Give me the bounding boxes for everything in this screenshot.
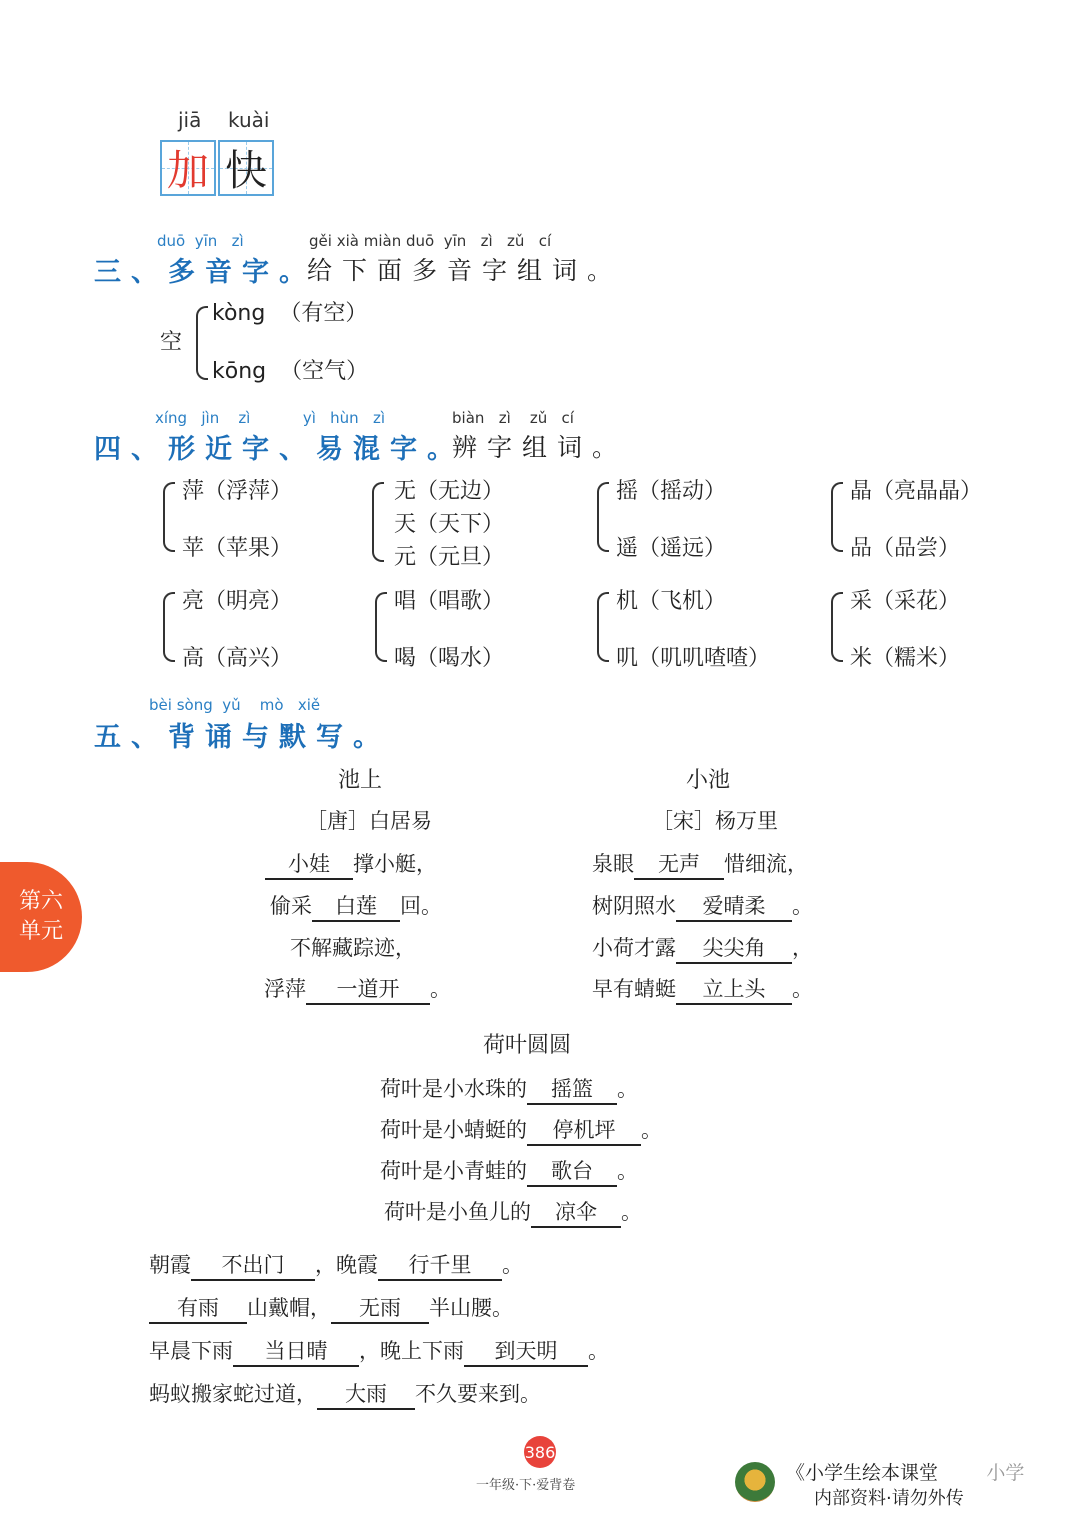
pinyin-kuai: kuài (228, 108, 270, 132)
proverb-1: 朝霞 不出门 ，晚霞 行千里 。 (149, 1249, 523, 1281)
polyphone-item-2: kōng （空气） (212, 359, 369, 384)
word-pair-item: 苹（苹果） (182, 536, 293, 561)
sec4-heading: 四、形近字、易混字。 (94, 434, 464, 465)
word-pair-item: 机（飞机） (616, 589, 727, 614)
word-pair-item: 喝（喝水） (394, 646, 505, 671)
brace (597, 482, 609, 552)
poem3-line-4: 荷叶是小鱼儿的 凉伞 。 (384, 1196, 642, 1228)
word-pair-item: 高（高兴） (182, 646, 293, 671)
word-pair-item: 晶（亮晶晶） (850, 479, 983, 504)
polyphone-char: 空 (160, 330, 183, 355)
brace (163, 482, 175, 552)
char-box-jia: 加 (160, 140, 216, 196)
sec3-heading: 三、多音字。 (94, 257, 316, 288)
brace (831, 592, 843, 662)
poem3-line-3: 荷叶是小青蛙的 歌台 。 (380, 1155, 638, 1187)
poem2-author: ［宋］杨万里 (652, 809, 778, 833)
poem2-line-3: 小荷才露 尖尖角 ， (592, 932, 813, 964)
sec3-desc-pinyin: gěi xià miàn duō yīn zì zǔ cí (309, 232, 552, 250)
book-name: 一年级·下·爱背卷 (476, 1478, 576, 1493)
polyphone-item-1: kòng （有空） (212, 301, 368, 326)
word-pair-item: 亮（明亮） (182, 589, 293, 614)
word-pair-item: 唱（唱歌） (394, 589, 505, 614)
brand-line-2: 内部资料·请勿外传 (814, 1488, 964, 1509)
poem2-line-1: 泉眼 无声 惜细流， (592, 848, 808, 880)
word-pair-item: 遥（遥远） (616, 536, 727, 561)
word-pair-item: 天（天下） (394, 512, 505, 537)
sec5-title-pinyin: bèi sòng yǔ mò xiě (149, 696, 321, 714)
brace (597, 592, 609, 662)
brace (196, 306, 208, 380)
word-pair-item: 叽（叽叽喳喳） (616, 646, 771, 671)
sec4-desc-pinyin: biàn zì zǔ cí (452, 409, 574, 427)
poem3-title: 荷叶圆圆 (482, 1033, 571, 1058)
brace (163, 592, 175, 662)
word-pair-item: 品（品尝） (850, 536, 961, 561)
brace (375, 592, 387, 662)
proverb-2: 有雨 山戴帽， 无雨 半山腰。 (149, 1292, 513, 1324)
word-pair-item: 无（无边） (394, 479, 505, 504)
poem2-title: 小池 (685, 768, 730, 793)
poem1-line-2: 偷采 白莲 回。 (270, 890, 442, 922)
word-pair-item: 米（糯米） (850, 646, 961, 671)
poem3-line-2: 荷叶是小蜻蜓的 停机坪 。 (380, 1114, 662, 1146)
word-pair-item: 采（采花） (850, 589, 961, 614)
unit-side-tab: 第六 单元 (0, 862, 82, 972)
poem1-author: ［唐］白居易 (306, 809, 432, 833)
sec5-heading: 五、背诵与默写。 (94, 722, 390, 753)
poem2-line-2: 树阴照水 爱晴柔 。 (592, 890, 813, 922)
char-box-kuai: 快 (218, 140, 274, 196)
poem2-line-4: 早有蜻蜓 立上头 。 (592, 973, 813, 1005)
word-pair-item: 元（元旦） (394, 545, 505, 570)
sec4-desc: 辨字组词。 (452, 433, 628, 462)
proverb-3: 早晨下雨 当日晴 ，晚上下雨 到天明 。 (149, 1335, 609, 1367)
poem3-line-1: 荷叶是小水珠的 摇篮 。 (380, 1073, 638, 1105)
poem1-line-1: 小娃 撑小艇， (265, 848, 437, 880)
pinyin-jia: jiā (178, 108, 202, 132)
poem1-line-3: 不解藏踪迹， (290, 936, 416, 960)
sec3-desc: 给下面多音字组词。 (307, 256, 623, 285)
proverb-4: 蚂蚁搬家蛇过道， 大雨 不久要来到。 (149, 1378, 541, 1410)
word-pair-item: 萍（浮萍） (182, 479, 293, 504)
brace (372, 482, 384, 562)
sec3-title-pinyin: duō yīn zì (157, 232, 244, 250)
brand-logo-icon (735, 1462, 775, 1502)
word-pair-item: 摇（摇动） (616, 479, 727, 504)
brace (831, 482, 843, 552)
page-number-badge: 386 (524, 1436, 556, 1468)
sec4-title-pinyin: xíng jìn zì yì hùn zì (155, 409, 386, 427)
brand-line-1: 《小学生绘本课堂 小学 (786, 1462, 1025, 1484)
poem1-line-4: 浮萍 一道开 。 (264, 973, 451, 1005)
poem1-title: 池上 (337, 768, 382, 793)
